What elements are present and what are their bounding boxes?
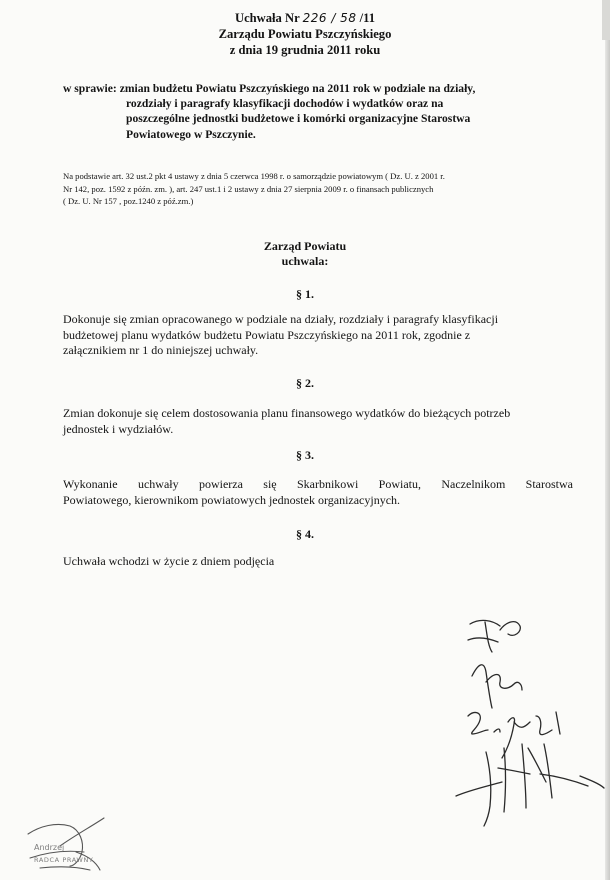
paragraph-line: Zmian dokonuje się celem dostosowania planu finansowego wydatków do bieżących potrzeb [63, 406, 511, 420]
subject-line-4: Powiatowego w Pszczynie. [126, 127, 256, 141]
paragraph-line: Wykonanie uchwały powierza się Skarbnikowi Powiatu, Naczelnikom Starostwa [63, 477, 573, 491]
paragraph-line: Dokonuje się zmian opracowanego w podziale na działy, rozdziały i paragrafy klasyfikacji [63, 312, 499, 326]
legal-basis-line: Na podstawie art. 32 ust.2 pkt 4 ustawy z dnia 5 czerwca 1998 r. o samorządzie powiatowym ( Dz. U. z 2001 r. [63, 171, 445, 181]
stamp-role: RADCA PRAWNY [34, 856, 94, 864]
paragraph-line: budżetowej planu wydatków budżetu Powiatu Pszczyńskiego na 2011 rok, zgodnie z [63, 327, 471, 342]
resolver-name: Zarząd Powiatu [263, 239, 347, 253]
subject-label: w sprawie: [63, 82, 117, 95]
resolution-date: z dnia 19 grudnia 2011 roku [229, 43, 381, 57]
title-suffix: /11 [359, 11, 376, 25]
subject-block [63, 81, 563, 142]
subject-line-1: w sprawie: zmian budżetu Powiatu Pszczyńskiego na 2011 rok w podziale na działy, [63, 82, 476, 95]
issuing-body: Zarządu Powiatu Pszczyńskiego [218, 27, 392, 41]
legal-basis-line: Nr 142, poz. 1592 z późn. zm. ), art. 247 ust.1 i 2 ustawy z dnia 27 sierpnia 2009 r. o finansach publicznych [63, 183, 434, 194]
section-1-text [63, 312, 573, 359]
section-2-text [63, 406, 573, 437]
paragraph-line: jednostek i wydziałów. [63, 421, 174, 436]
stamp-name: Andrzej [34, 843, 65, 852]
legal-basis-line: ( Dz. U. Nr 157 , poz.1240 z póź.zm.) [63, 196, 194, 206]
subject-line-2: rozdziały i paragrafy klasyfikacji dochodów i wydatków oraz na [126, 97, 444, 111]
section-3-text [63, 477, 573, 508]
handwritten-number: 226 / 58 [302, 11, 357, 25]
section-1-heading: § 1. [296, 287, 314, 301]
scan-edge-shadow [605, 0, 610, 880]
signature-scribble-2 [472, 665, 522, 708]
paragraph-line: Powiatowego, kierownikom powiatowych jednostek organizacyjnych. [63, 492, 401, 507]
section-3-heading: § 3. [296, 448, 314, 462]
signature-initial-1 [468, 620, 520, 652]
signature-main [456, 744, 604, 826]
legal-basis [63, 170, 563, 208]
resolution-title [0, 11, 610, 26]
signature-scribble-3 [468, 712, 560, 758]
paragraph-line: załącznikiem nr 1 do niniejszej uchwały. [63, 343, 259, 357]
section-2-heading: § 2. [296, 376, 314, 390]
subject-line-3: poszczególne jednostki budżetowe i komórki organizacyjne Starostwa [126, 112, 471, 126]
section-4-heading: § 4. [296, 527, 314, 541]
section-4-text [63, 554, 573, 570]
paragraph-line: Uchwała wchodzi w życie z dniem podjęcia [63, 554, 275, 568]
resolver-verb: uchwala: [281, 254, 329, 268]
title-prefix: Uchwała Nr [234, 11, 300, 25]
